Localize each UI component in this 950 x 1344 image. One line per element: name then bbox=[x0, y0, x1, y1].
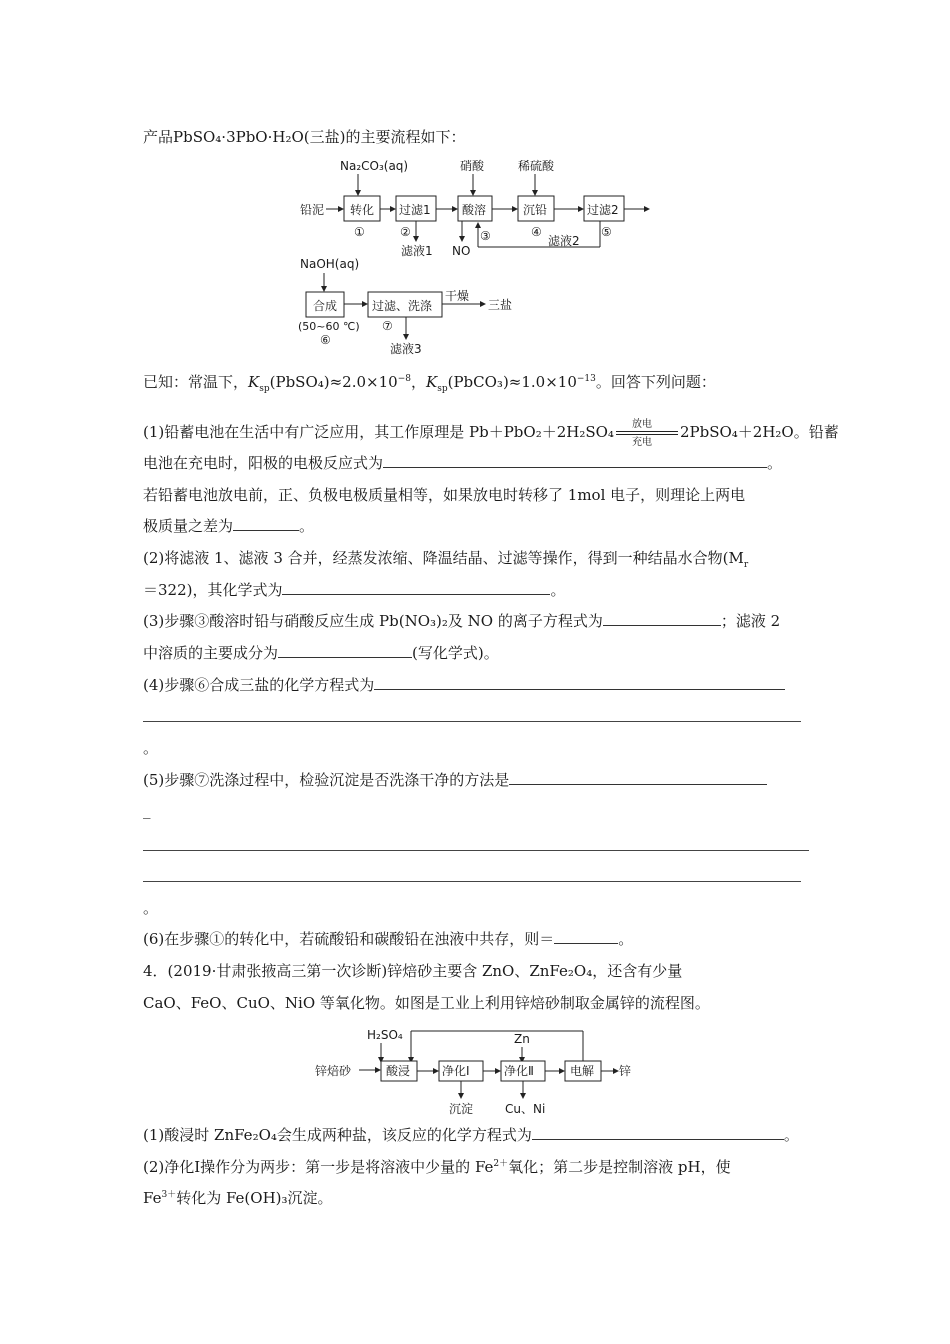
q1-answer-blank-1[interactable] bbox=[383, 453, 767, 468]
q3-text-1: (3)步骤③酸溶时铅与硝酸反应生成 Pb(NO₃)₂及 NO 的离子方程式为 bbox=[143, 612, 603, 630]
q1-text-b: 2PbSO₄＋2H₂O。铅蓄 bbox=[679, 423, 839, 441]
known-tail: 。回答下列问题： bbox=[595, 373, 716, 391]
step-5: ⑤ bbox=[601, 225, 612, 239]
q1-line-4 bbox=[143, 516, 314, 536]
q5-line-1 bbox=[143, 770, 767, 790]
q3-end-2: (写化学式)。 bbox=[412, 644, 499, 662]
label-electrolysis: 电解 bbox=[570, 1064, 595, 1078]
label-dry: 干燥 bbox=[445, 289, 470, 303]
reagent-na2co3: Na₂CO₃(aq) bbox=[340, 159, 409, 173]
q4-answer-blank-1[interactable] bbox=[374, 675, 785, 690]
q5-answer-line-2[interactable] bbox=[143, 850, 809, 851]
label-precipitate-2: 沉淀 bbox=[449, 1102, 474, 1116]
q1-text-2: 电池在充电时，阳极的电极反应式为 bbox=[143, 454, 384, 472]
label-purify-1: 净化Ⅰ bbox=[442, 1064, 470, 1078]
q1-line-2 bbox=[143, 453, 782, 473]
ksp-pbco3: (PbCO₃)≈1.0×10 bbox=[447, 373, 577, 391]
input-lead-mud: 铅泥 bbox=[300, 203, 325, 217]
q3-end-1: ；滤液 2 bbox=[720, 612, 781, 630]
p4q2-text-b: 氧化；第二步是控制溶液 pH，使 bbox=[508, 1158, 731, 1176]
q4-line-end bbox=[143, 738, 158, 758]
p4q1-answer-blank[interactable] bbox=[532, 1125, 784, 1140]
q2-text-1: (2)将滤液 1、滤液 3 合并，经蒸发浓缩、降温结晶、过滤等操作，得到一种结晶水合物(M bbox=[143, 549, 744, 567]
label-purify-2: 净化Ⅱ bbox=[504, 1064, 534, 1078]
ksp-subscript: sp bbox=[259, 384, 270, 394]
intro-line bbox=[143, 127, 465, 147]
flow-diagram-2 bbox=[315, 1025, 645, 1120]
reagent-naoh: NaOH(aq) bbox=[300, 257, 360, 271]
label-filter1: 过滤1 bbox=[399, 203, 431, 217]
p4q2-charge-2: 3＋ bbox=[161, 1190, 177, 1200]
q6-answer-blank[interactable] bbox=[554, 929, 618, 944]
step-2: ② bbox=[400, 225, 411, 239]
filtrate-3: 滤液3 bbox=[390, 342, 422, 356]
reagent-h2so4: 稀硫酸 bbox=[518, 159, 555, 173]
q1-end-4: 。 bbox=[299, 517, 315, 535]
label-charge: 充电 bbox=[631, 437, 652, 448]
intro-post: (三盐)的主要流程如下： bbox=[303, 128, 466, 146]
q1-text-3: 若铅蓄电池放电前，正、负极电极质量相等，如果放电时转移了 1mol 电子，则理论上两电 bbox=[143, 486, 746, 504]
q1-text-4: 极质量之差为 bbox=[143, 517, 234, 535]
p4-text-1: 4．(2019·甘肃张掖高三第一次诊断)锌焙砂主要含 ZnO、ZnFe₂O₄，还含有少量 bbox=[143, 962, 683, 980]
q4-end: 。 bbox=[143, 739, 159, 757]
q1-text-a: (1)铅蓄电池在生活中有广泛应用，其工作原理是 Pb＋PbO₂＋2H₂SO₄ bbox=[143, 423, 614, 441]
known-line bbox=[143, 372, 716, 392]
q2-mr-subscript: r bbox=[743, 560, 749, 570]
label-convert: 转化 bbox=[350, 203, 375, 217]
step-6: ⑥ bbox=[320, 333, 331, 347]
ksp-exp-2: −13 bbox=[576, 374, 596, 384]
ksp-subscript-2: sp bbox=[437, 384, 448, 394]
filtrate-1: 滤液1 bbox=[401, 244, 433, 258]
label-filter-wash: 过滤、洗涤 bbox=[372, 299, 433, 313]
step-3: ③ bbox=[480, 229, 491, 243]
intro-formula: PbSO₄·3PbO·H₂O bbox=[173, 128, 304, 146]
label-acid-dissolve: 酸溶 bbox=[462, 203, 487, 217]
q5-answer-blank-1[interactable] bbox=[509, 770, 767, 785]
q4-line-1 bbox=[143, 675, 785, 695]
q2-line-2 bbox=[143, 580, 566, 600]
q1-line-1 bbox=[143, 419, 839, 448]
q4-text-1: (4)步骤⑥合成三盐的化学方程式为 bbox=[143, 676, 375, 694]
q5-text-1: (5)步骤⑦洗涤过程中，检验沉淀是否洗涤干净的方法是 bbox=[143, 771, 510, 789]
q1-end-2: 。 bbox=[767, 454, 783, 472]
p4q2-text-a: (2)净化Ⅰ操作分为两步：第一步是将溶液中少量的 Fe bbox=[143, 1158, 494, 1176]
q6-end: 。 bbox=[618, 930, 634, 948]
p4q2-line-2 bbox=[143, 1188, 333, 1208]
label-acid-leach: 酸浸 bbox=[386, 1064, 411, 1078]
p4q1-end: 。 bbox=[783, 1126, 799, 1144]
q5-dash: _ bbox=[143, 801, 151, 819]
p4-line-2 bbox=[143, 993, 710, 1013]
q5-line-dash bbox=[143, 800, 151, 820]
q2-answer-blank[interactable] bbox=[282, 580, 550, 595]
p4-line-1 bbox=[143, 961, 682, 981]
q5-end: 。 bbox=[143, 899, 159, 917]
output-zinc: 锌 bbox=[619, 1064, 632, 1078]
step-4: ④ bbox=[531, 225, 542, 239]
q4-answer-line-2[interactable] bbox=[143, 721, 801, 722]
known-sep: ， bbox=[410, 373, 426, 391]
q3-line-2 bbox=[143, 643, 499, 663]
gas-no: NO bbox=[452, 244, 471, 258]
q2-end: 。 bbox=[550, 581, 566, 599]
p4-text-2: CaO、FeO、CuO、NiO 等氧化物。如图是工业上利用锌焙砂制取金属锌的流程图。 bbox=[143, 994, 710, 1012]
label-cu-ni: Cu、Ni bbox=[505, 1102, 546, 1116]
q3-answer-blank-1[interactable] bbox=[603, 611, 721, 626]
step-1: ① bbox=[354, 225, 365, 239]
label-filter2: 过滤2 bbox=[587, 203, 619, 217]
reagent-zn: Zn bbox=[514, 1032, 530, 1046]
reagent-hno3: 硝酸 bbox=[460, 159, 485, 173]
p4q2-charge-1: 2＋ bbox=[493, 1159, 509, 1169]
q5-line-end bbox=[143, 898, 158, 918]
q1-answer-blank-2[interactable] bbox=[233, 516, 299, 531]
q6-line-1 bbox=[143, 929, 633, 949]
label-discharge: 放电 bbox=[631, 419, 652, 430]
reagent-h2so4: H₂SO₄ bbox=[367, 1028, 403, 1042]
ksp-symbol-2: K bbox=[426, 373, 438, 391]
p4q2-text-d: 转化为 Fe(OH)₃沉淀。 bbox=[176, 1189, 333, 1207]
label-synthesis: 合成 bbox=[313, 299, 338, 313]
product-tribasic: 三盐 bbox=[488, 298, 513, 312]
q1-line-3 bbox=[143, 485, 745, 505]
input-zinc-calcine: 锌焙砂 bbox=[315, 1064, 352, 1078]
ksp-pbso4: (PbSO₄)≈2.0×10 bbox=[269, 373, 398, 391]
ksp-exp-1: −8 bbox=[397, 374, 411, 384]
q3-line-1 bbox=[143, 611, 780, 631]
q3-answer-blank-2[interactable] bbox=[278, 643, 412, 658]
reversible-arrow bbox=[614, 419, 680, 448]
q2-text-2: ＝322)，其化学式为 bbox=[143, 581, 283, 599]
q5-answer-line-3[interactable] bbox=[143, 881, 801, 882]
step-7: ⑦ bbox=[382, 319, 393, 333]
filtrate-2: 滤液2 bbox=[548, 234, 580, 248]
p4q1-line bbox=[143, 1125, 799, 1145]
ksp-symbol: K bbox=[248, 373, 260, 391]
temp-range: (50~60 ℃) bbox=[298, 320, 360, 333]
q3-text-2: 中溶质的主要成分为 bbox=[143, 644, 279, 662]
p4q1-text: (1)酸浸时 ZnFe₂O₄会生成两种盐，该反应的化学方程式为 bbox=[143, 1126, 532, 1144]
intro-pre: 产品 bbox=[143, 128, 174, 146]
known-prefix: 已知：常温下， bbox=[143, 373, 249, 391]
flow-diagram-1 bbox=[290, 152, 670, 362]
q6-text-1: (6)在步骤①的转化中，若硫酸铅和碳酸铅在浊液中共存，则＝ bbox=[143, 930, 555, 948]
p4q2-line-1 bbox=[143, 1157, 731, 1177]
p4q2-text-c: Fe bbox=[143, 1189, 162, 1207]
q2-line-1 bbox=[143, 548, 748, 568]
label-precipitate: 沉铅 bbox=[523, 203, 548, 217]
